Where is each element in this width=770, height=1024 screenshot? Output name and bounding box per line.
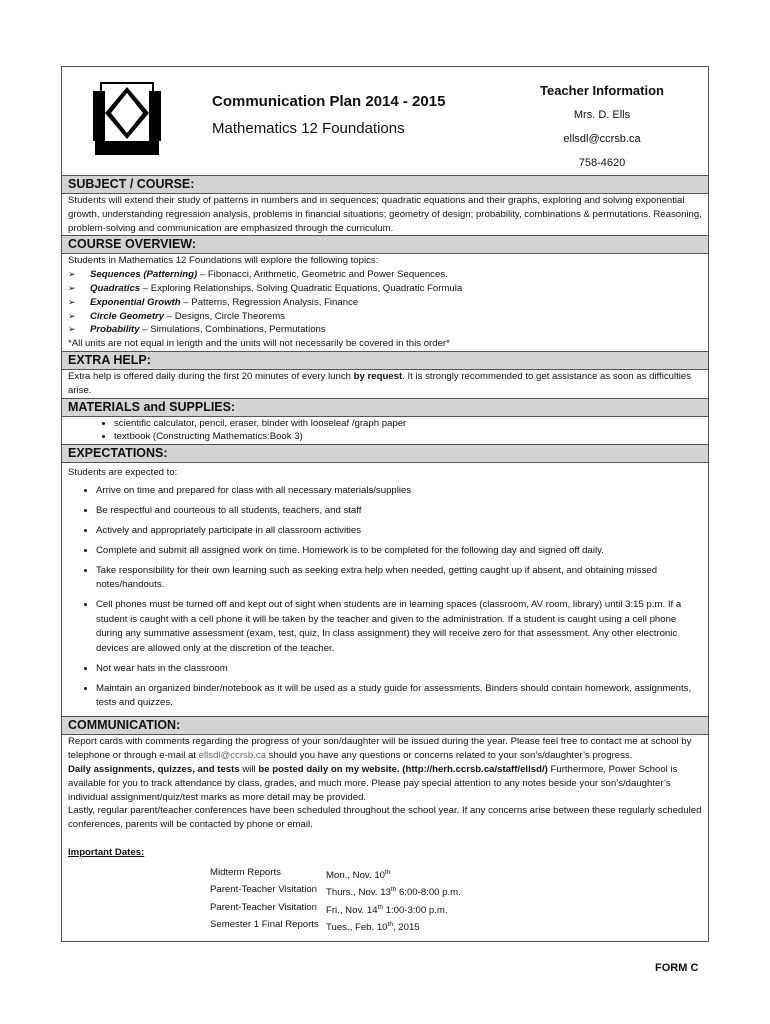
important-dates-table bbox=[68, 866, 702, 936]
topic-name: Exponential Growth bbox=[90, 296, 181, 308]
date-value: Tues., Feb. 10th, 2015 bbox=[326, 921, 420, 934]
materials-item: • scientific calculator, pencil, eraser, binder with looseleaf /graph paper bbox=[114, 417, 702, 431]
topic-desc: – Simulations, Combinations, Permutations bbox=[139, 324, 326, 336]
topic-desc: – Patterns, Regression Analysis, Finance bbox=[180, 296, 359, 308]
topic-item bbox=[68, 296, 702, 310]
teacher-info bbox=[502, 79, 702, 175]
expectation-item: • Complete and submit all assigned work on time. Homework is to be completed for the following day and signed off daily. bbox=[96, 544, 702, 559]
expectation-item: • Arrive on time and prepared for class with all necessary materials/supplies bbox=[96, 484, 702, 499]
teacher-email: ellsdl@ccrsb.ca bbox=[563, 133, 641, 145]
expectation-item: • Not wear hats in the classroom bbox=[96, 662, 702, 677]
form-label: FORM C bbox=[655, 962, 699, 974]
plan-title: Communication Plan 2014 - 2015 bbox=[212, 93, 446, 110]
topic-name: Quadratics bbox=[90, 282, 141, 294]
school-crest-logo bbox=[91, 79, 163, 159]
date-value: Fri., Nov. 14th 1:00-3:00 p.m. bbox=[326, 903, 448, 916]
subject-text: Students will extend their study of patterns in numbers and in sequences; quadratic equations and their graphs, exploring and solving exponential growth, understanding regression analysis, problems in financial situations; geometry of design; probability, combinations & permutations. Reasoning, problem-solving and communication are emphasized through the curriculum. bbox=[68, 195, 702, 234]
teacher-name: Mrs. D. Ells bbox=[573, 109, 631, 121]
expectation-item: • Be respectful and courteous to all students, teachers, and staff bbox=[96, 504, 702, 519]
topic-name: Sequences (Patterning) bbox=[90, 269, 198, 281]
expectation-item: • Cell phones must be turned off and kept out of sight when students are in learning spaces (classroom, AV room, library) until 3:15 p.m. If a student is caught with a cell phone it will be taken by the teacher and given to the administration. If a student is caught using a cell phone during any summative assessment (exam, test, quiz, In class assignment) they will receive zero for that assessment. Any other electronic devices are allowed only at the discretion of the teacher. bbox=[96, 598, 702, 656]
expectations-section bbox=[62, 463, 708, 711]
teacher-phone: 758-4620 bbox=[578, 157, 626, 169]
communication-paragraph: Lastly, regular parent/teacher conferences have been scheduled throughout the school year. If any concerns arise between these regularly scheduled conferences, parents will be contacted by phone or email. bbox=[68, 805, 702, 831]
expectations-heading: EXPECTATIONS: bbox=[62, 444, 708, 463]
expectation-item: • Actively and appropriately participate in all classroom activities bbox=[96, 524, 702, 539]
overview-heading: COURSE OVERVIEW: bbox=[62, 235, 708, 254]
document-frame bbox=[61, 66, 709, 942]
materials-item: • textbook (Constructing Mathematics:Book 3) bbox=[114, 430, 702, 444]
email-link[interactable]: ellsdl@ccrsb.ca bbox=[198, 750, 266, 762]
topic-name: Probability bbox=[90, 324, 140, 336]
materials-heading: MATERIALS and SUPPLIES: bbox=[62, 398, 708, 417]
topic-desc: – Fibonacci, Arithmetic, Geometric and Power Sequences. bbox=[197, 269, 448, 281]
topic-item bbox=[68, 268, 702, 282]
expectation-item: • Maintain an organized binder/notebook as it will be used as a study guide for assessments. Binders should contain homework, assignments, tests and quizzes. bbox=[96, 682, 702, 711]
overview-intro: Students in Mathematics 12 Foundations will explore the following topics: bbox=[68, 255, 379, 267]
course-title: Mathematics 12 Foundations bbox=[212, 120, 405, 137]
expectation-item: • Take responsibility for their own learning such as seeking extra help when needed, getting caught up if absent, and obtaining missed notes/handouts. bbox=[96, 564, 702, 593]
communication-paragraph: Report cards with comments regarding the progress of your son/daughter will be issued during the year. Please feel free to contact me at school by telephone or through e-mail at ellsdl@ccrsb.ca should you have any questions or concerns related to your son’s/daughter’s progress. bbox=[68, 736, 692, 762]
extra-help-text: Extra help is offered daily during the first 20 minutes of every lunch by request. It is strongly recommended to get assistance as soon as difficulties arise. bbox=[68, 370, 692, 396]
date-event: Midterm Reports bbox=[210, 866, 281, 878]
date-value: Mon., Nov. 10th bbox=[326, 868, 391, 882]
important-dates-heading: Important Dates: bbox=[68, 847, 145, 859]
subject-heading: SUBJECT / COURSE: bbox=[62, 175, 708, 194]
topic-desc: – Designs, Circle Theorems bbox=[164, 310, 285, 322]
topic-item bbox=[68, 323, 702, 337]
date-event: Semester 1 Final Reports bbox=[210, 919, 319, 930]
overview-note: *All units are not equal in length and the units will not necessarily be covered in this order* bbox=[68, 338, 450, 350]
website-link[interactable]: be posted daily on my website. (http://herh.ccrsb.ca/staff/ellsd/) bbox=[258, 764, 548, 776]
communication-section bbox=[62, 735, 708, 935]
communication-heading: COMMUNICATION: bbox=[62, 716, 708, 735]
topic-list bbox=[68, 268, 702, 337]
communication-paragraph: Daily assignments, quizzes, and tests will be posted daily on my website. (http://herh.ccrsb.ca/staff/ellsd/) Furthermore, Power School is available for you to track attendance by class, grades, and much more. Please pay special attention to any notes beside your son’s/daughter’s individual assignment/quiz/test marks as more detail may be provided. bbox=[68, 764, 678, 803]
extra-help-heading: EXTRA HELP: bbox=[62, 351, 708, 370]
overview-section bbox=[62, 254, 708, 351]
topic-desc: – Exploring Relationships, Solving Quadratic Equations, Quadratic Formula bbox=[140, 282, 463, 294]
date-value: Thurs., Nov. 13th 6:00-8:00 p.m. bbox=[326, 886, 461, 899]
materials-section bbox=[62, 417, 708, 445]
expectations-intro: Students are expected to: bbox=[68, 467, 178, 479]
topic-name: Circle Geometry bbox=[90, 310, 165, 322]
date-event: Parent-Teacher Visitation bbox=[210, 884, 318, 896]
topic-item bbox=[68, 282, 702, 296]
teacher-info-heading: Teacher Information bbox=[539, 83, 664, 98]
topic-item bbox=[68, 310, 702, 324]
date-event: Parent-Teacher Visitation bbox=[210, 901, 318, 913]
